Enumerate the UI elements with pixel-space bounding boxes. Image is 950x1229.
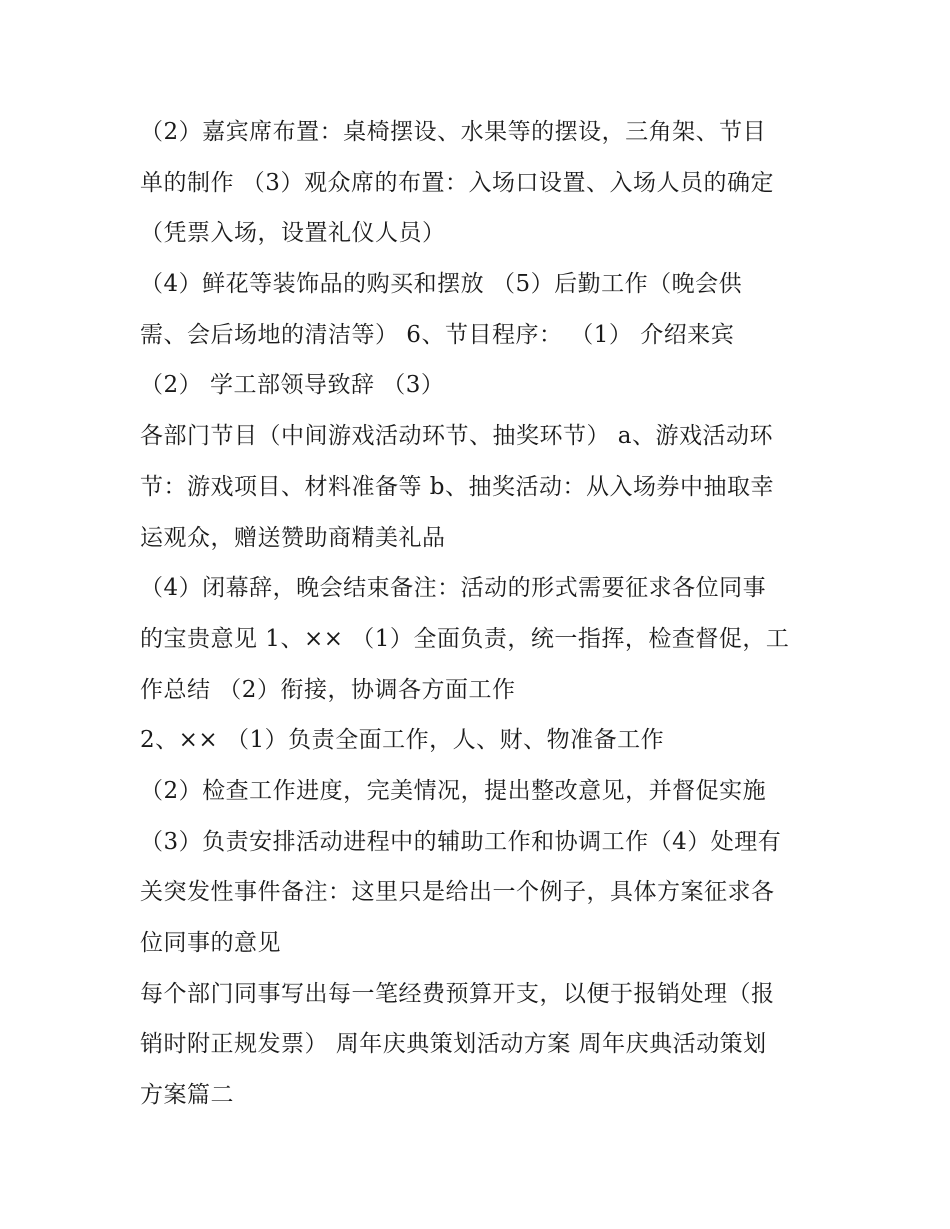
text-line: 作总结 （2）衔接，协调各方面工作 (140, 676, 516, 703)
text-line: （2）检查工作进度，完美情况，提出整改意见，并督促实施 (140, 777, 767, 804)
text-line: 的宝贵意见 1、×× （1）全面负责，统一指挥，检查督促，工 (140, 625, 790, 652)
text-line: 方案篇二 (140, 1082, 234, 1109)
text-line: （2）嘉宾席布置：桌椅摆设、水果等的摆设，三角架、节目 (140, 119, 767, 145)
text-line: 位同事的意见 (140, 930, 281, 956)
text-line: 每个部门同事写出每一笔经费预算开支，以便于报销处理（报 (140, 980, 775, 1007)
text-line: （4）闭幕辞，晚会结束备注：活动的形式需要征求各位同事 (140, 575, 767, 602)
text-line: （2） 学工部领导致辞 （3） (140, 372, 445, 399)
text-line: 各部门节目（中间游戏活动环节、抽奖环节） a、游戏活动环 (140, 423, 774, 450)
text-line: 需、会后场地的清洁等） 6、节目程序： （1） 介绍来宾 (140, 321, 735, 348)
text-line: 2、×× （1）负责全面工作，人、财、物准备工作 (140, 727, 665, 754)
text-line: 单的制作 （3）观众席的布置：入场口设置、入场人员的确定 (140, 169, 774, 196)
text-line: （凭票入场，设置礼仪人员） (140, 220, 446, 247)
text-line: 节：游戏项目、材料准备等 b、抽奖活动：从入场券中抽取幸 (140, 473, 775, 500)
text-line: （3）负责安排活动进程中的辅助工作和协调工作（4）处理有 (140, 828, 782, 855)
text-line: 关突发性事件备注：这里只是给出一个例子，具体方案征求各 (140, 879, 775, 906)
text-line: 销时附正规发票） 周年庆典策划活动方案 周年庆典活动策划 (140, 1031, 767, 1058)
text-line: （4）鲜花等装饰品的购买和摆放 （5）后勤工作（晚会供 (140, 271, 743, 298)
document-body (140, 107, 830, 1121)
text-line: 运观众，赠送赞助商精美礼品 (140, 524, 446, 551)
